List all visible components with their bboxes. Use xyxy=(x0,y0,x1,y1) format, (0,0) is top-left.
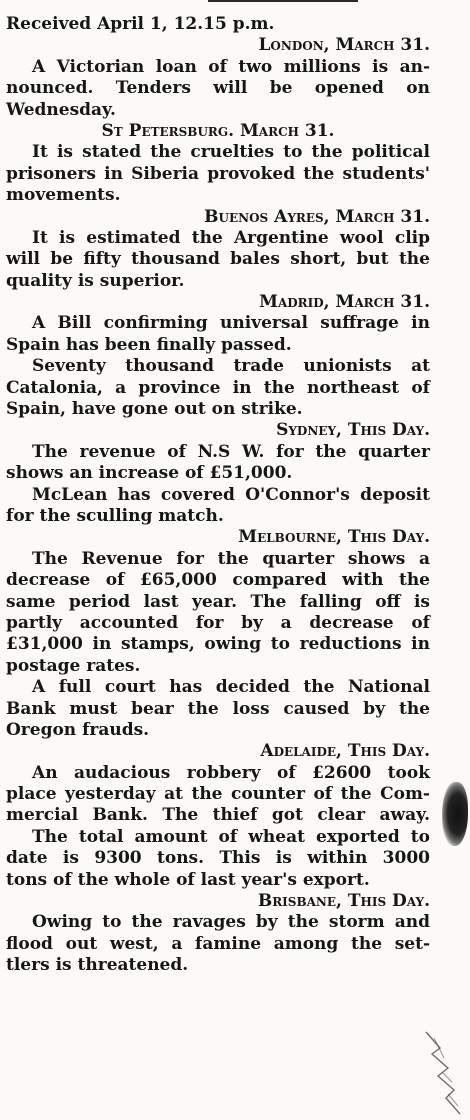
text-line: Oregon frauds. xyxy=(6,719,150,740)
text-line: A Victorian loan of two millions is an- xyxy=(32,56,430,77)
article-body xyxy=(6,35,430,976)
text-line: Spain has been finally passed. xyxy=(6,334,292,355)
text-line: flood out west, a famine among the set- xyxy=(6,933,430,954)
text-line: partly accounted for by a decrease of xyxy=(6,612,430,633)
text-line: Bank must bear the loss caused by the xyxy=(6,698,430,719)
text-line: prisoners in Siberia provoked the students' xyxy=(6,163,430,184)
text-line: The Revenue for the quarter shows a xyxy=(32,548,430,569)
text-line: will be fifty thousand bales short, but the xyxy=(6,249,430,270)
text-line: date is 9300 tons. This is within 3000 xyxy=(6,848,430,869)
article-column xyxy=(6,14,430,977)
dateline: London, March 31. xyxy=(258,35,430,56)
text-line: It is stated the cruelties to the political xyxy=(32,142,430,163)
text-line: shows an increase of £51,000. xyxy=(6,463,293,484)
text-line: nounced. Tenders will be opened on xyxy=(6,78,430,99)
text-line: for the sculling match. xyxy=(6,505,224,526)
dateline: Sydney, This Day. xyxy=(276,420,430,441)
dateline: Brisbane, This Day. xyxy=(257,891,430,912)
text-line: quality is superior. xyxy=(6,270,185,291)
column-rule xyxy=(208,0,358,2)
text-line: McLean has covered O'Connor's deposit xyxy=(32,484,430,505)
text-line: £31,000 in stamps, owing to reductions in xyxy=(6,634,430,655)
text-line: decrease of £65,000 compared with the xyxy=(6,570,430,591)
text-line: Catalonia, a province in the northeast of xyxy=(6,377,430,398)
text-line: place yesterday at the counter of the Com- xyxy=(6,784,430,805)
text-line: Owing to the ravages by the storm and xyxy=(32,912,430,933)
text-line: postage rates. xyxy=(6,655,141,676)
text-line: The total amount of wheat exported to xyxy=(32,826,430,847)
text-line: Seventy thousand trade unionists at xyxy=(32,356,430,377)
dateline: St Petersburg. March 31. xyxy=(101,120,335,141)
dateline: Melbourne, This Day. xyxy=(238,527,430,548)
ink-smudge xyxy=(442,782,468,846)
dateline: Madrid, March 31. xyxy=(259,292,430,313)
text-line: mercial Bank. The thief got clear away. xyxy=(6,805,430,826)
text-line: Wednesday. xyxy=(6,99,116,120)
text-line: A full court has decided the National xyxy=(32,677,430,698)
dateline: Buenos Ayres, March 31. xyxy=(204,206,430,227)
received-line: Received April 1, 12.15 p.m. xyxy=(6,14,275,34)
ink-scrawl xyxy=(418,1028,468,1118)
text-line: same period last year. The falling off is xyxy=(6,591,430,612)
text-line: An audacious robbery of £2600 took xyxy=(32,762,430,783)
text-line: A Bill confirming universal suffrage in xyxy=(32,313,430,334)
text-line: tons of the whole of last year's export. xyxy=(6,869,370,890)
text-line: The revenue of N.S W. for the quarter xyxy=(32,441,430,462)
text-line: It is estimated the Argentine wool clip xyxy=(32,227,430,248)
text-line: Spain, have gone out on strike. xyxy=(6,399,303,420)
dateline: Adelaide, This Day. xyxy=(260,741,430,762)
text-line: tlers is threatened. xyxy=(6,955,189,976)
text-line: movements. xyxy=(6,185,121,206)
